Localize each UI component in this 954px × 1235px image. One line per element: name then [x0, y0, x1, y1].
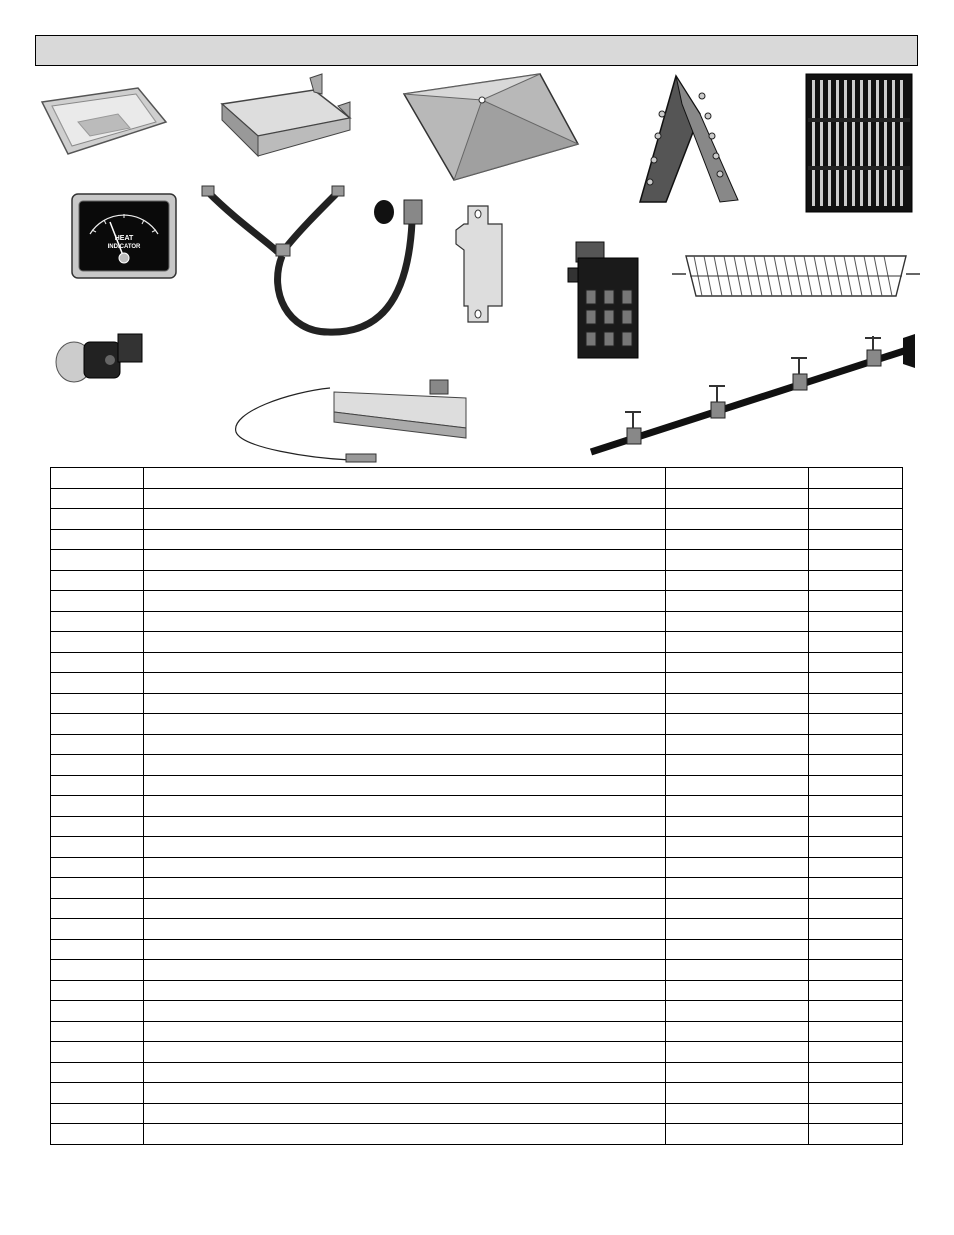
table-cell — [144, 570, 666, 591]
table-row — [51, 550, 903, 571]
table-cell — [144, 673, 666, 694]
heat-plate-icon — [638, 74, 742, 206]
table-cell — [809, 1083, 903, 1104]
table-cell — [666, 714, 809, 735]
table-cell — [144, 857, 666, 878]
parts-table — [50, 467, 903, 1145]
table-cell — [51, 509, 144, 530]
warming-rack-icon — [670, 250, 922, 302]
table-row — [51, 1103, 903, 1124]
table-row — [51, 652, 903, 673]
table-cell — [144, 1021, 666, 1042]
table-cell — [144, 898, 666, 919]
table-cell — [666, 755, 809, 776]
table-row — [51, 857, 903, 878]
table-cell — [809, 837, 903, 858]
table-cell — [144, 816, 666, 837]
table-cell — [51, 734, 144, 755]
drip-pan-icon — [38, 82, 170, 158]
table-cell — [51, 775, 144, 796]
table-cell — [51, 1124, 144, 1145]
table-cell — [666, 611, 809, 632]
table-row — [51, 570, 903, 591]
table-cell — [666, 980, 809, 1001]
table-cell — [144, 939, 666, 960]
table-cell — [666, 775, 809, 796]
table-row — [51, 796, 903, 817]
table-cell — [51, 755, 144, 776]
table-cell — [51, 570, 144, 591]
table-cell — [144, 960, 666, 981]
table-row — [51, 488, 903, 509]
table-cell — [809, 1062, 903, 1083]
table-cell — [666, 734, 809, 755]
table-cell — [51, 714, 144, 735]
table-row — [51, 591, 903, 612]
table-cell — [809, 632, 903, 653]
gas-hose-regulator-icon — [198, 182, 442, 338]
table-cell — [666, 693, 809, 714]
table-cell — [809, 960, 903, 981]
table-row — [51, 673, 903, 694]
table-cell — [809, 1021, 903, 1042]
table-row — [51, 529, 903, 550]
table-cell — [666, 509, 809, 530]
table-row — [51, 1083, 903, 1104]
table-cell — [666, 1103, 809, 1124]
table-cell — [51, 652, 144, 673]
table-cell — [51, 488, 144, 509]
table-cell — [666, 878, 809, 899]
table-cell — [666, 529, 809, 550]
table-cell — [809, 652, 903, 673]
table-cell — [144, 796, 666, 817]
table-cell — [666, 550, 809, 571]
table-cell — [51, 632, 144, 653]
table-cell — [144, 468, 666, 489]
table-row — [51, 755, 903, 776]
table-cell — [666, 1124, 809, 1145]
table-cell — [144, 693, 666, 714]
table-cell — [809, 1124, 903, 1145]
table-cell — [666, 632, 809, 653]
table-cell — [144, 775, 666, 796]
table-cell — [144, 611, 666, 632]
table-row — [51, 611, 903, 632]
table-cell — [809, 1103, 903, 1124]
table-cell — [144, 1103, 666, 1124]
table-cell — [51, 591, 144, 612]
table-cell — [51, 1083, 144, 1104]
table-cell — [51, 550, 144, 571]
table-cell — [809, 570, 903, 591]
table-cell — [51, 673, 144, 694]
table-row — [51, 898, 903, 919]
table-cell — [144, 714, 666, 735]
table-cell — [666, 898, 809, 919]
table-row — [51, 816, 903, 837]
rotisserie-spit-icon — [585, 332, 921, 460]
table-cell — [144, 837, 666, 858]
table-cell — [51, 939, 144, 960]
table-cell — [144, 1001, 666, 1022]
table-cell — [809, 468, 903, 489]
table-cell — [666, 652, 809, 673]
table-cell — [809, 611, 903, 632]
table-cell — [809, 857, 903, 878]
table-cell — [51, 857, 144, 878]
table-cell — [809, 693, 903, 714]
table-row — [51, 509, 903, 530]
table-cell — [666, 1042, 809, 1063]
table-cell — [666, 1083, 809, 1104]
table-cell — [809, 1001, 903, 1022]
table-row — [51, 693, 903, 714]
heat-indicator-icon — [70, 192, 180, 282]
table-cell — [144, 591, 666, 612]
table-cell — [51, 611, 144, 632]
table-cell — [51, 837, 144, 858]
table-cell — [809, 796, 903, 817]
table-cell — [51, 919, 144, 940]
table-cell — [809, 1042, 903, 1063]
grease-tray-icon — [218, 72, 354, 160]
table-row — [51, 960, 903, 981]
table-row — [51, 1124, 903, 1145]
table-row — [51, 714, 903, 735]
table-row — [51, 734, 903, 755]
table-row — [51, 1062, 903, 1083]
table-cell — [144, 980, 666, 1001]
table-cell — [51, 980, 144, 1001]
table-cell — [144, 1062, 666, 1083]
table-cell — [666, 796, 809, 817]
table-cell — [809, 509, 903, 530]
table-cell — [144, 734, 666, 755]
table-cell — [51, 878, 144, 899]
table-cell — [809, 775, 903, 796]
table-cell — [144, 1042, 666, 1063]
table-cell — [666, 1062, 809, 1083]
table-cell — [144, 919, 666, 940]
table-cell — [51, 960, 144, 981]
push-button-igniter-icon — [52, 326, 148, 386]
table-row — [51, 939, 903, 960]
table-cell — [809, 529, 903, 550]
table-row — [51, 468, 903, 489]
table-cell — [666, 591, 809, 612]
svg-text:HEAT: HEAT — [114, 235, 134, 242]
table-row — [51, 632, 903, 653]
table-cell — [809, 591, 903, 612]
table-cell — [51, 898, 144, 919]
page-title — [35, 35, 918, 66]
table-row — [51, 1001, 903, 1022]
table-cell — [809, 919, 903, 940]
table-cell — [144, 632, 666, 653]
table-cell — [666, 468, 809, 489]
table-cell — [51, 1103, 144, 1124]
table-row — [51, 1042, 903, 1063]
table-cell — [809, 816, 903, 837]
svg-text:INDICATOR: INDICATOR — [107, 244, 141, 250]
table-cell — [809, 878, 903, 899]
table-cell — [144, 1083, 666, 1104]
table-cell — [809, 488, 903, 509]
table-cell — [144, 755, 666, 776]
table-row — [51, 775, 903, 796]
table-cell — [809, 939, 903, 960]
table-cell — [809, 714, 903, 735]
table-cell — [666, 488, 809, 509]
table-cell — [666, 1001, 809, 1022]
table-cell — [144, 529, 666, 550]
electrode-icon — [230, 372, 478, 466]
table-cell — [51, 529, 144, 550]
table-cell — [666, 960, 809, 981]
table-cell — [666, 1021, 809, 1042]
table-cell — [144, 509, 666, 530]
table-row — [51, 878, 903, 899]
table-cell — [51, 468, 144, 489]
table-cell — [51, 693, 144, 714]
table-cell — [666, 816, 809, 837]
table-cell — [666, 939, 809, 960]
table-cell — [144, 550, 666, 571]
table-cell — [809, 673, 903, 694]
table-cell — [809, 898, 903, 919]
table-cell — [51, 1042, 144, 1063]
table-cell — [809, 550, 903, 571]
table-cell — [666, 673, 809, 694]
table-cell — [144, 1124, 666, 1145]
heat-shield-icon — [402, 72, 580, 184]
table-cell — [666, 919, 809, 940]
table-row — [51, 980, 903, 1001]
table-cell — [51, 816, 144, 837]
table-cell — [144, 488, 666, 509]
table-cell — [809, 755, 903, 776]
bracket-icon — [452, 204, 508, 324]
table-cell — [144, 652, 666, 673]
table-cell — [809, 980, 903, 1001]
cooking-grate-icon — [804, 72, 916, 214]
table-row — [51, 919, 903, 940]
table-cell — [144, 878, 666, 899]
table-cell — [666, 837, 809, 858]
table-cell — [51, 1001, 144, 1022]
table-cell — [666, 570, 809, 591]
table-cell — [51, 796, 144, 817]
table-row — [51, 837, 903, 858]
table-cell — [809, 734, 903, 755]
table-cell — [666, 857, 809, 878]
table-cell — [51, 1062, 144, 1083]
table-row — [51, 1021, 903, 1042]
table-cell — [51, 1021, 144, 1042]
